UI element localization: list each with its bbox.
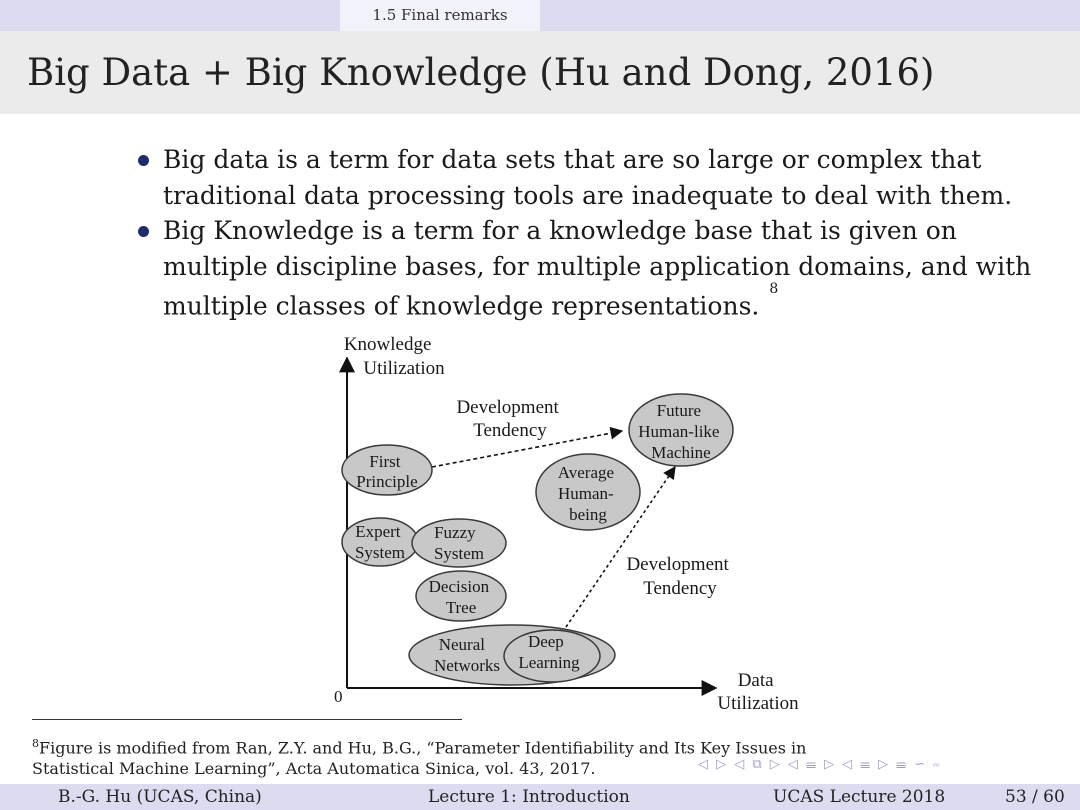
node-expert-system [342, 518, 418, 566]
slide-title: Big Data + Big Knowledge (Hu and Dong, 2016) [27, 51, 935, 94]
node-fuzzy-system [412, 519, 506, 567]
y-axis-label: Knowledge [343, 334, 432, 355]
bullet-icon [138, 155, 149, 166]
x-axis-label: Utilization [717, 693, 799, 714]
footer-author: B.-G. Hu (UCAS, China) [58, 787, 262, 807]
node-average-human-being [536, 454, 640, 530]
tendency-label: Development [626, 554, 729, 575]
tendency-label: Tendency [473, 420, 547, 441]
node-future-machine [629, 394, 733, 466]
node-first-principle [342, 445, 432, 495]
svg-text:Decision Tree: Decision Tree [428, 577, 490, 617]
svg-text:Neural Networks: Neural Networks [433, 635, 501, 675]
y-axis-label: Utilization [363, 358, 445, 379]
bullet-text: Big Knowledge is a term for a knowledge base that is given on multiple discipline bases, for multiple application domains, and with multiple classes of knowledge representations. [163, 216, 1032, 321]
big-knowledge-diagram [320, 330, 820, 725]
footnote-line: $^8$Figure is modified from Ran, Z.Y. and Hu, B.G., “Parameter Identifiability and Its Key Issues in [32, 737, 807, 758]
footnote-reference[interactable]: 8 [769, 281, 779, 297]
footer-lecture: Lecture 1: Introduction [428, 787, 630, 807]
title-bar [0, 31, 1080, 114]
svg-text:Fuzzy System: Fuzzy System [433, 523, 485, 563]
tendency-label: Tendency [643, 578, 717, 599]
section-tab[interactable]: 1.5 Final remarks [340, 0, 540, 31]
tendency-label: Development [456, 397, 559, 418]
node-deep-learning [504, 630, 600, 682]
bullet-item [135, 213, 1065, 324]
footer-course: UCAS Lecture 2018 [773, 787, 946, 807]
beamer-navigation-icons[interactable]: ◁ ▷ ◁ ⧉ ▷ ◁ ☰ ▷ ◁ ☰ ▷ ☰ ∽ ∾ [698, 757, 942, 772]
svg-text:Deep Learning: Deep Learning [518, 632, 580, 672]
svg-text:Expert System: Expert System [354, 522, 406, 562]
page-number: 53 / 60 [1005, 787, 1065, 807]
svg-text:Development Tendency [456, 397, 563, 441]
bullet-item [135, 142, 1065, 213]
origin-label: 0 [334, 687, 343, 706]
bullet-list [135, 142, 1065, 324]
bullet-icon [138, 226, 149, 237]
svg-text:Average Human- bei: Average Human- being [557, 463, 615, 524]
svg-text:Knowledge Utilization [344, 334, 445, 379]
footnote-rule [32, 719, 462, 720]
svg-text:Future Human-like: Future Human-like Machine [638, 401, 720, 462]
footnote-mark: 8 [32, 737, 39, 750]
svg-text:Data Utilization [717, 670, 799, 714]
svg-text:Development Tendency [626, 554, 733, 599]
node-decision-tree [416, 571, 506, 621]
bullet-text: Big data is a term for data sets that are so large or complex that traditional data processing tools are inadequate to deal with them. [163, 145, 1013, 210]
footer-bar [0, 784, 1080, 810]
top-navigation-bar [0, 0, 1080, 31]
x-axis-label: Data [737, 670, 774, 691]
footnote-line: Statistical Machine Learning”, Acta Automatica Sinica, vol. 43, 2017. [32, 759, 596, 779]
svg-text:First Principle: First Principle [356, 452, 418, 491]
